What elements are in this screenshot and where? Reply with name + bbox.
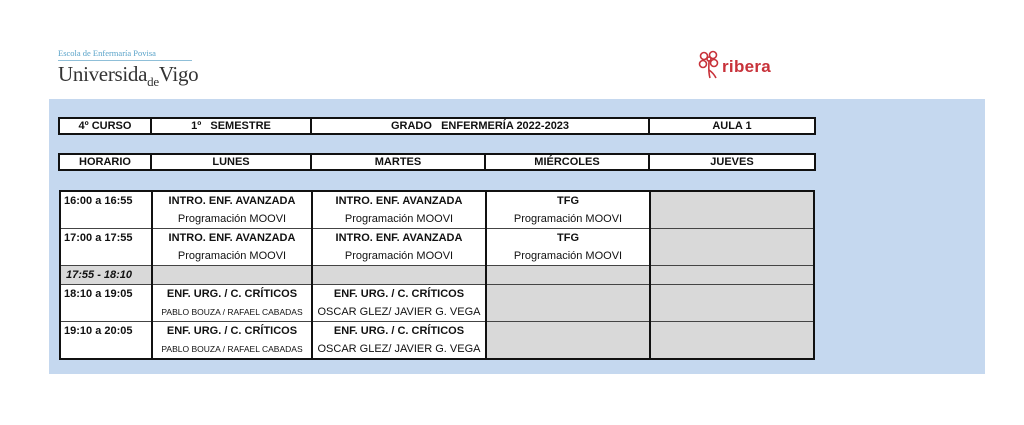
time-cell: 17:00 a 17:55 [60, 229, 152, 248]
detail-cell: Programación MOOVI [152, 210, 312, 229]
subject-cell: INTRO. ENF. AVANZADA [152, 191, 312, 210]
time-cell-empty [60, 247, 152, 266]
table-row [60, 322, 814, 341]
course-cell: 4º CURSO [60, 119, 152, 133]
empty-cell [152, 266, 312, 285]
monday-header-cell: LUNES [152, 155, 312, 169]
schedule-header-cell: HORARIO [60, 155, 152, 169]
university-name-part1: Universida [58, 62, 148, 86]
empty-cell [650, 191, 814, 229]
subject-cell: TFG [486, 191, 650, 210]
subject-cell: INTRO. ENF. AVANZADA [312, 229, 486, 248]
ribera-logo [698, 48, 771, 82]
subject-cell: ENF. URG. / C. CRÍTICOS [152, 322, 312, 341]
detail-cell: Programación MOOVI [152, 247, 312, 266]
classroom-cell: AULA 1 [712, 120, 752, 132]
empty-cell [486, 322, 650, 360]
degree-cell: GRADO ENFERMERÍA 2022-2023 [312, 119, 650, 133]
empty-cell [650, 229, 814, 266]
course-header-bar [58, 117, 816, 135]
thursday-header-cell: JUEVES [710, 156, 754, 168]
time-cell-empty [60, 210, 152, 229]
time-cell: 16:00 a 16:55 [60, 191, 152, 210]
time-cell: 19:10 a 20:05 [60, 322, 152, 341]
time-cell-empty [60, 303, 152, 322]
subject-cell: ENF. URG. / C. CRÍTICOS [152, 285, 312, 304]
time-cell-empty [60, 340, 152, 359]
detail-cell: Programación MOOVI [486, 247, 650, 266]
schedule-table [59, 190, 815, 360]
table-row [60, 191, 814, 210]
days-header-bar [58, 153, 816, 171]
ribera-tree-icon [698, 50, 720, 80]
empty-cell [650, 266, 814, 285]
university-name-de: de [147, 74, 159, 89]
subject-cell: ENF. URG. / C. CRÍTICOS [312, 285, 486, 304]
ribera-wordmark: ribera [722, 57, 772, 76]
university-name-part3: Vigo [158, 62, 199, 86]
teacher-cell: OSCAR GLEZ/ JAVIER G. VEGA [312, 340, 486, 359]
time-cell: 18:10 a 19:05 [60, 285, 152, 304]
empty-cell [650, 322, 814, 360]
wednesday-header-cell: MIÉRCOLES [486, 155, 650, 169]
semester-cell: 1º SEMESTRE [152, 119, 312, 133]
table-row [60, 229, 814, 248]
detail-cell: Programación MOOVI [486, 210, 650, 229]
empty-cell [486, 266, 650, 285]
tuesday-header-cell: MARTES [312, 155, 486, 169]
subject-cell: TFG [486, 229, 650, 248]
detail-cell: Programación MOOVI [312, 247, 486, 266]
subject-cell: INTRO. ENF. AVANZADA [152, 229, 312, 248]
empty-cell [312, 266, 486, 285]
table-row-break [60, 266, 814, 285]
detail-cell: Programación MOOVI [312, 210, 486, 229]
table-row [60, 285, 814, 304]
nursing-school-name: Escola de Enfermaría Povisa [58, 48, 192, 61]
teacher-cell: OSCAR GLEZ/ JAVIER G. VEGA [312, 303, 486, 322]
empty-cell [650, 285, 814, 322]
subject-cell: INTRO. ENF. AVANZADA [312, 191, 486, 210]
break-time-cell: 17:55 - 18:10 [60, 266, 152, 285]
subject-cell: ENF. URG. / C. CRÍTICOS [312, 322, 486, 341]
university-logo [58, 48, 218, 89]
university-name [58, 62, 218, 89]
teacher-cell: PABLO BOUZA / RAFAEL CABADAS [152, 340, 312, 359]
empty-cell [486, 285, 650, 322]
teacher-cell: PABLO BOUZA / RAFAEL CABADAS [152, 303, 312, 322]
